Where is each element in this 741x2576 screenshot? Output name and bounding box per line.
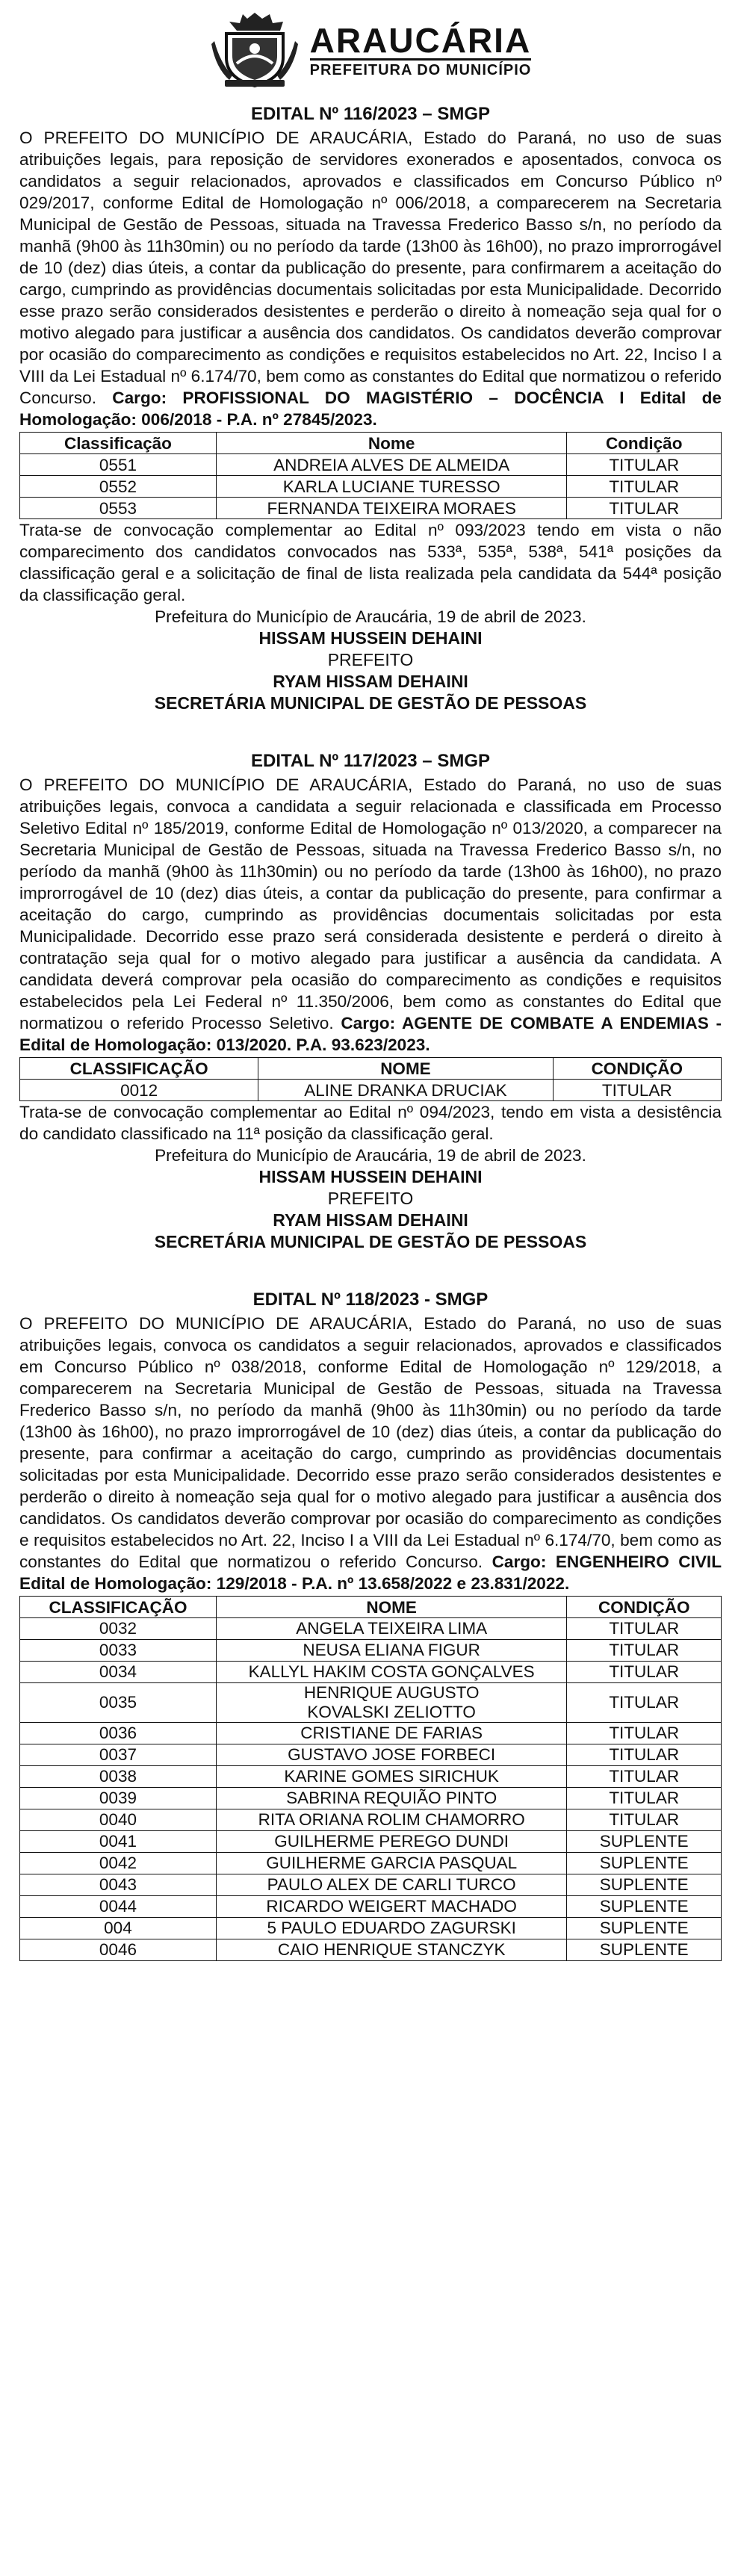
edital-note: Trata-se de convocação complementar ao Edital nº 093/2023 tendo em vista o não comparecimento dos candidatos convocados nas 533ª, 535ª, 538ª, 541ª posições da classificação geral e a solicitação de final de lista realizada pela candidata da 544ª posição da classificação geral. [19,521,722,604]
table-row: 0042 GUILHERME GARCIA PASQUAL SUPLENTE [20,1853,722,1874]
signer-name: RYAM HISSAM DEHAINI [273,1210,468,1230]
edital-title: EDITAL Nº 116/2023 – SMGP [250,104,490,124]
table-row: 0035 HENRIQUE AUGUSTO KOVALSKI ZELIOTTO TITULAR [20,1683,722,1723]
table-row: 0034 KALLYL HAKIM COSTA GONÇALVES TITULAR [20,1662,722,1683]
column-header-classificacao: CLASSIFICAÇÃO [20,1058,258,1080]
table-row: 0036 CRISTIANE DE FARIAS TITULAR [20,1723,722,1744]
column-header-nome: Nome [216,433,567,454]
table-row: 0040 RITA ORIANA ROLIM CHAMORRO TITULAR [20,1809,722,1831]
signer-name: HISSAM HUSSEIN DEHAINI [258,628,483,648]
column-header-condicao: CONDIÇÃO [567,1597,722,1618]
table-row: 0039 SABRINA REQUIÃO PINTO TITULAR [20,1788,722,1809]
table-row: 0012 ALINE DRANKA DRUCIAK TITULAR [20,1080,722,1101]
candidates-table [19,1057,722,1101]
signer-role: SECRETÁRIA MUNICIPAL DE GESTÃO DE PESSOAS [154,1232,587,1251]
column-header-condicao: CONDIÇÃO [553,1058,721,1080]
edital-116 [19,103,722,714]
brand [310,22,532,78]
edital-cargo: Cargo: AGENTE DE COMBATE A ENDEMIAS - Edital de Homologação: 013/2020. P.A. 93.623/2023. [19,1014,722,1054]
edital-date: Prefeitura do Município de Araucária, 19 de abril de 2023. [155,607,586,626]
edital-note: Trata-se de convocação complementar ao Edital nº 094/2023, tendo em vista a desistência do candidato classificado na 11ª posição da classificação geral. [19,1103,722,1143]
table-row: 004 5 PAULO EDUARDO ZAGURSKI SUPLENTE [20,1918,722,1939]
column-header-nome: NOME [258,1058,553,1080]
edital-title: EDITAL Nº 118/2023 - SMGP [252,1289,489,1310]
column-header-classificacao: CLASSIFICAÇÃO [20,1597,217,1618]
table-row: 0044 RICARDO WEIGERT MACHADO SUPLENTE [20,1896,722,1918]
edital-body: O PREFEITO DO MUNICÍPIO DE ARAUCÁRIA, Estado do Paraná, no uso de suas atribuições legais, convoca a candidata a seguir relacionada e classificada em Processo Seletivo Edital nº 185/2019, conforme Edital de Homologação nº 013/2020, a comparecer na Secretaria Municipal de Gestão de Pessoas, situada na Travessa Frederico Basso s/n, no período da manhã (9h00 às 11h30min) ou no período da tarde (13h00 às 16h00), no prazo improrrogável de 10 (dez) dias úteis, a contar da publicação do presente, para confirmar a aceitação do cargo, cumprindo as providências documentais solicitadas por esta Municipalidade. Decorrido esse prazo será considerada desistente e perderá o direito à contratação seja qual for o motivo alegado para justificar a ausência da candidata. A candidata deverá comprovar pela ocasião do comparecimento as condições e requisitos estabelecidos pela Lei Federal nº 11.350/2006, bem como as constantes do Edital que normatizou o referido Processo Seletivo. Cargo: AGENTE DE COMBATE A ENDEMIAS - Edital de Homologação: 013/2020. P.A. 93.623/2023. [19,775,722,1054]
table-row: 0038 KARINE GOMES SIRICHUK TITULAR [20,1766,722,1788]
edital-117 [19,750,722,1253]
table-row: 0553 FERNANDA TEIXEIRA MORAES TITULAR [20,498,722,519]
table-row: 0551 ANDREIA ALVES DE ALMEIDA TITULAR [20,454,722,476]
edital-118 [19,1289,722,1961]
table-header-row [20,1597,722,1618]
candidates-table [19,432,722,519]
edital-cargo: Cargo: ENGENHEIRO CIVIL Edital de Homologação: 129/2018 - P.A. nº 13.658/2022 e 23.831/2022. [19,1552,722,1593]
table-header-row [20,433,722,454]
header [19,0,722,96]
column-header-condicao: Condição [567,433,722,454]
signer-name: HISSAM HUSSEIN DEHAINI [258,1167,483,1186]
table-row: 0032 ANGELA TEIXEIRA LIMA TITULAR [20,1618,722,1640]
table-row: 0037 GUSTAVO JOSE FORBECI TITULAR [20,1744,722,1766]
column-header-nome: NOME [216,1597,567,1618]
edital-body: O PREFEITO DO MUNICÍPIO DE ARAUCÁRIA, Estado do Paraná, no uso de suas atribuições legais, convoca os candidatos a seguir relacionados, aprovados e classificados em Concurso Público nº 038/2018, conforme Edital de Homologação nº 129/2018, a comparecerem na Secretaria Municipal de Gestão de Pessoas, situada na Travessa Frederico Basso s/n, no período da manhã (9h00 às 11h30min) ou no período da tarde (13h00 às 16h00), no prazo improrrogável de 10 (dez) dias úteis, a contar da publicação do presente, para confirmar a aceitação do cargo, cumprindo as providências documentais solicitadas por esta Municipalidade. Decorrido esse prazo serão considerados desistentes e perderão o direito à nomeação seja qual for o motivo alegado para justificar a ausência dos candidatos. Os candidatos deverão comprovar por ocasião do comparecimento as condições e requisitos estabelecidos no Art. 22, Inciso I a VIII da Lei Estadual nº 6.174/70, bem como as constantes do Edital que normatizou o referido Concurso. Cargo: ENGENHEIRO CIVIL Edital de Homologação: 129/2018 - P.A. nº 13.658/2022 e 23.831/2022. [19,1314,722,1593]
edital-date: Prefeitura do Município de Araucária, 19 de abril de 2023. [155,1146,586,1165]
column-header-classificacao: Classificação [20,433,217,454]
candidates-table [19,1596,722,1961]
edital-cargo: Cargo: PROFISSIONAL DO MAGISTÉRIO – DOCÊNCIA I Edital de Homologação: 006/2018 - P.A. nº 27845/2023. [19,388,722,429]
edital-body: O PREFEITO DO MUNICÍPIO DE ARAUCÁRIA, Estado do Paraná, no uso de suas atribuições legais, para reposição de servidores exonerados e aposentados, convoca os candidatos a seguir relacionados, aprovados e classificados em Concurso Público nº 029/2017, conforme Edital de Homologação nº 006/2018, a comparecerem na Secretaria Municipal de Gestão de Pessoas, situada na Travessa Frederico Basso s/n, no período da manhã (9h00 às 11h30min) ou no período da tarde (13h00 às 16h00), no prazo improrrogável de 10 (dez) dias úteis, a contar da publicação do presente, para confirmarem a aceitação do cargo, cumprindo as providências documentais solicitadas por esta Municipalidade. Decorrido esse prazo serão considerados desistentes e perderão o direito à nomeação seja qual for o motivo alegado para justificar a ausência dos candidatos. Os candidatos deverão comprovar por ocasião do comparecimento as condições e requisitos estabelecidos no Art. 22, Inciso I a VIII da Lei Estadual nº 6.174/70, bem como as constantes do Edital que normatizou o referido Concurso. Cargo: PROFISSIONAL DO MAGISTÉRIO – DOCÊNCIA I Edital de Homologação: 006/2018 - P.A. nº 27845/2023. [19,129,722,429]
signer-role: PREFEITO [327,650,414,669]
brand-name: ARAUCÁRIA [309,20,532,60]
table-row: 0552 KARLA LUCIANE TURESSO TITULAR [20,476,722,498]
table-row: 0033 NEUSA ELIANA FIGUR TITULAR [20,1640,722,1662]
edital-title: EDITAL Nº 117/2023 – SMGP [250,751,490,771]
signer-name: RYAM HISSAM DEHAINI [273,672,468,691]
municipal-coat-of-arms-icon [210,11,300,89]
table-header-row [20,1058,722,1080]
signer-role: SECRETÁRIA MUNICIPAL DE GESTÃO DE PESSOAS [154,693,587,713]
brand-subtitle: PREFEITURA DO MUNICÍPIO [310,58,532,78]
signer-role: PREFEITO [327,1189,414,1208]
table-row: 0043 PAULO ALEX DE CARLI TURCO SUPLENTE [20,1874,722,1896]
table-row: 0041 GUILHERME PEREGO DUNDI SUPLENTE [20,1831,722,1853]
table-row: 0046 CAIO HENRIQUE STANCZYK SUPLENTE [20,1939,722,1961]
